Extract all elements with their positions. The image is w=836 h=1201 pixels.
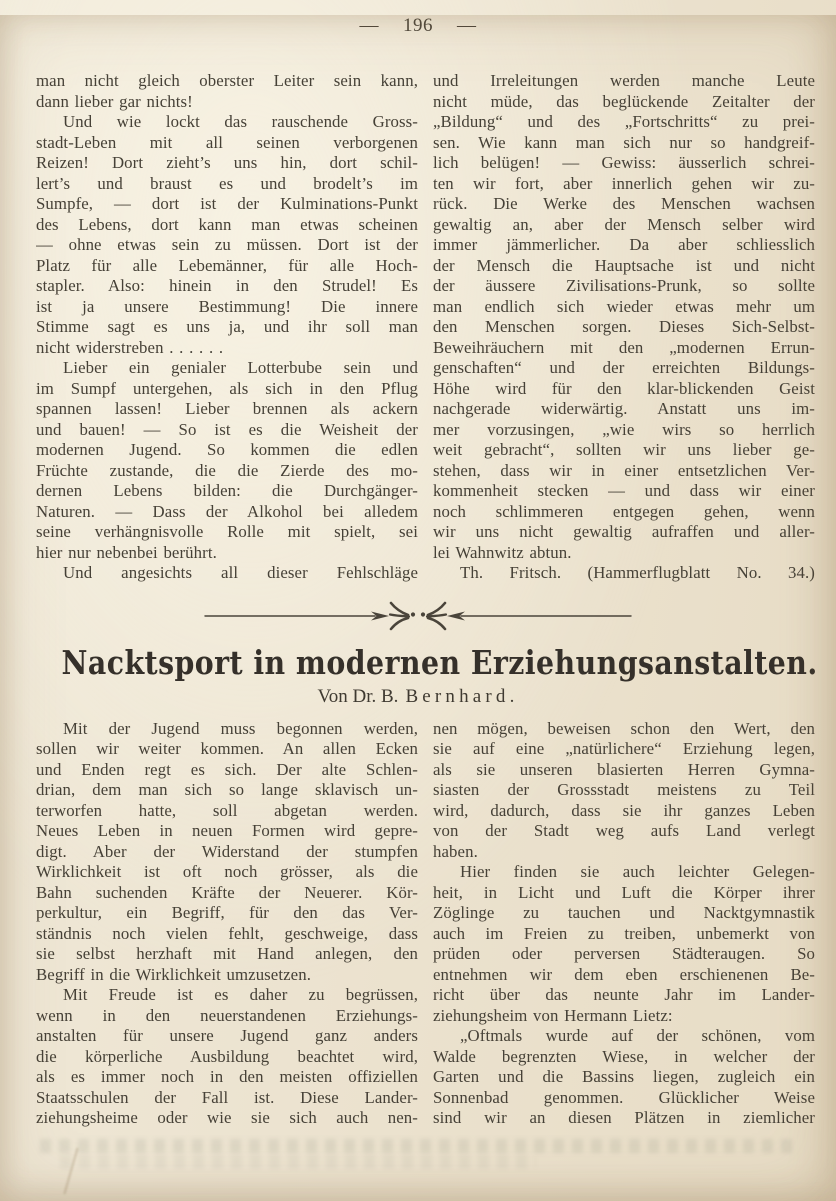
text-line: im Sumpf untergehen, als sich in den Pflug [36, 378, 418, 398]
text-line: Platz für alle Lebemänner, für alle Hoch- [36, 255, 418, 275]
text-line: Begriff in die Wirklichkeit umzusetzen. [36, 964, 312, 984]
paragraph [433, 862, 815, 1026]
text-line: Zöglinge zu tauchen und Nacktgymnastik [433, 903, 815, 922]
text-line: Reizen! Dort zieht’s uns hin, dort schil- [36, 153, 418, 172]
top-article [0, 71, 836, 584]
page-number-dash-left: — [359, 15, 379, 36]
text-line: Neues Leben in neuen Formen wird gepre- [36, 821, 418, 840]
text-line: wir uns nicht gewaltig aufraffen und aller- [433, 522, 815, 541]
text-line: ziehungsheime oder wie sie sich auch nen- [36, 1108, 418, 1127]
paragraph [36, 112, 418, 358]
text-line: lert’s und braust es und brodelt’s im [36, 173, 418, 193]
text-line: hier nur nebenbei berührt. [36, 542, 217, 562]
text-line: spannen lassen! Lieber brennen als ackern [36, 399, 418, 418]
page-number [0, 15, 836, 37]
text-line: der Mensch die Hauptsache ist und nicht [433, 255, 815, 275]
text-line: von der Stadt weg aufs Land verlegt [433, 821, 815, 840]
text-line: Stimme sagt es uns ja, und ihr soll man [36, 317, 418, 336]
text-line: sie selbst herzhaft mit Hand anlegen, den [36, 944, 418, 963]
text-line: Wirklichkeit ist oft noch grösser, als die [36, 862, 418, 881]
text-line: als es immer noch in den meisten offiziellen [36, 1067, 418, 1086]
text-line: nicht müde, das beglückende Zeitalter der [433, 91, 815, 111]
text-line: anstalten für unsere Jugend ganz anders [36, 1026, 418, 1045]
byline-author-name: Bernhard. [405, 685, 519, 707]
text-line: nicht widerstreben . . . . . . [36, 337, 224, 357]
text-line: ten wir fort, aber innerlich gehen wir zu- [433, 173, 815, 193]
text-line: und bauen! — So ist es die Weisheit der [36, 419, 418, 439]
text-line: stapler. Also: hinein in den Strudel! Es [36, 276, 418, 295]
text-line: Staatsschulen der Fall ist. Diese Lander- [36, 1087, 418, 1107]
text-line: des Lebens, dort kann man etwas scheinen [36, 214, 418, 234]
text-line: digt. Aber der Widerstand der stumpfen [36, 841, 418, 861]
text-line: immer jämmerlicher. Da aber schliesslich [433, 235, 815, 254]
text-line: perkultur, ein Begriff, für den das Ver- [36, 903, 418, 922]
paragraph [36, 71, 418, 112]
text-line: wird, dadurch, dass sie ihr ganzes Leben [433, 800, 815, 820]
divider-ornament-icon [203, 601, 633, 631]
article-body [0, 719, 836, 1129]
text-line: mer vorzusingen, „wie wirs so herrlich [433, 419, 815, 439]
text-line: noch schlimmeren entgegen gehen, wenn [433, 501, 815, 521]
text-line: auch im Freien zu treiben, unbemerkt von [433, 923, 815, 943]
byline-prefix: Von Dr. B. [317, 685, 399, 707]
text-line: sind wir an diesen Plätzen in ziemlicher [433, 1108, 815, 1127]
page-number-value: 196 [403, 15, 433, 36]
text-line: man endlich sich wieder etwas mehr um [433, 296, 815, 316]
text-line: gewaltig an, aber der Mensch selber wird [433, 214, 815, 234]
text-line: und Enden regt es sich. Der alte Schlen- [36, 759, 418, 779]
text-line: ziehungsheim von Hermann Lietz: [433, 1005, 673, 1025]
text-line: sen. Wie kann man sich nur so handgreif- [433, 132, 815, 152]
text-line: Und angesichts all dieser Fehlschläge [63, 563, 418, 582]
paragraph [36, 985, 418, 1129]
top-right-column [433, 71, 815, 584]
text-line: lei Wahnwitz abtun. [433, 542, 572, 562]
text-line: richt über das neunte Jahr im Lander- [433, 985, 815, 1004]
text-line: heit, in Licht und Luft die Körper ihrer [433, 882, 815, 902]
article-title [0, 643, 836, 682]
text-line: Bahn suchenden Kräfte der Neuerer. Kör- [36, 882, 418, 902]
text-line: Hier finden sie auch leichter Gelegen- [460, 862, 815, 881]
body-left-column [36, 719, 418, 1129]
text-line: sie auf eine „natürlichere“ Erziehung legen, [433, 739, 815, 758]
text-line: dernen Lebens bilden: die Durchgänger- [36, 481, 418, 500]
body-right-column [433, 719, 815, 1129]
text-line: Naturen. — Dass der Alkohol bei alledem [36, 501, 418, 521]
page-number-dash-right: — [457, 15, 477, 36]
text-line: entnehmen wir dem eben erschienenen Be- [433, 964, 815, 984]
text-line: drian, dem man sich so lange sklavisch un- [36, 780, 418, 799]
text-line: siasten der Grossstadt meistens zu Teil [433, 780, 815, 799]
text-line: prüden oder perversen Städteraugen. So [433, 944, 815, 963]
text-line: Mit Freude ist es daher zu begrüssen, [63, 985, 418, 1004]
paragraph [36, 358, 418, 563]
text-line: — ohne etwas sein zu müssen. Dort ist der [36, 235, 418, 254]
crease-artifact [63, 1148, 78, 1195]
top-left-column [36, 71, 418, 584]
text-line: Sumpfe, — dort ist der Kulminations-Punkt [36, 194, 418, 213]
paragraph [433, 1026, 815, 1129]
text-line: nachgerade widerwärtig. Anstatt uns im- [433, 399, 815, 418]
text-line: stadt-Leben mit all seinen verborgenen [36, 132, 418, 152]
paragraph [36, 719, 418, 986]
text-line: Sonnenbad genommen. Glücklicher Weise [433, 1087, 815, 1107]
text-line: ständnis noch vielen fehlt, geschweige, dass [36, 923, 418, 943]
text-line: terworfen hatte, soll abgetan werden. [36, 800, 418, 820]
text-line: modernen Jugend. So kommen die edlen [36, 440, 418, 459]
bleedthrough-artifact [40, 1139, 800, 1153]
text-line: „Oftmals wurde auf der schönen, vom [460, 1026, 815, 1045]
text-line: weit gebracht“, sollten wir uns lieber ge- [433, 440, 815, 459]
text-line: die körperliche Ausbildung beachtet wird, [36, 1046, 418, 1066]
paragraph [433, 71, 815, 563]
text-line: genschaften“ und der erreichten Bildungs- [433, 358, 815, 377]
text-line: sollen wir weiter kommen. An allen Ecken [36, 739, 418, 758]
text-line: man nicht gleich oberster Leiter sein kann, [36, 71, 418, 90]
paragraph [433, 719, 815, 863]
text-line: Walde begrenzten Wiese, in welcher der [433, 1046, 815, 1066]
text-line: haben. [433, 841, 478, 861]
text-line: lich belügen! — Gewiss: äusserlich schrei- [433, 153, 815, 172]
article-byline [0, 686, 836, 708]
text-line: als sie unseren blasierten Herren Gymna- [433, 759, 815, 779]
paragraph [433, 563, 815, 584]
text-line: Beweihräuchern mit den „modernen Errun- [433, 337, 815, 357]
article-title-text: Nacktsport in modernen Erziehungsanstalten. [61, 642, 818, 682]
text-line: Garten und die Bassins liegen, zugleich ein [433, 1067, 815, 1086]
text-line: nen mögen, beweisen schon den Wert, den [433, 718, 815, 738]
paragraph [36, 563, 418, 584]
text-line: Höhe wird für den klar-blickenden Geist [433, 378, 815, 398]
text-line: seine verhängnisvolle Rolle mit spielt, sei [36, 522, 418, 541]
text-line: und Irreleitungen werden manche Leute [433, 71, 815, 90]
bleedthrough-artifact [60, 1155, 536, 1169]
text-line: stehen, dass wir in einer entsetzlichen Ver- [433, 460, 815, 480]
text-line: Th. Fritsch. (Hammerflugblatt No. 34.) [460, 563, 815, 582]
text-line: der äussere Zivilisations-Prunk, so sollte [433, 276, 815, 295]
text-line: dann lieber gar nichts! [36, 91, 193, 111]
text-line: Mit der Jugend muss begonnen werden, [63, 718, 418, 738]
text-line: Lieber ein genialer Lotterbube sein und [63, 358, 418, 377]
text-line: ist ja unsere Bestimmung! Die innere [36, 296, 418, 316]
scanned-journal-page [0, 15, 836, 1201]
text-line: Und wie lockt das rauschende Gross- [63, 112, 418, 131]
text-line: Früchte zustande, die die Zierde des mo- [36, 460, 418, 480]
section-divider [203, 601, 633, 631]
text-line: „Bildung“ und des „Fortschritts“ zu prei- [433, 112, 815, 131]
text-line: rück. Die Werke des Menschen wachsen [433, 194, 815, 213]
text-line: kommenheit stecken — und dass wir einer [433, 481, 815, 500]
text-line: den Menschen sorgen. Dieses Sich-Selbst- [433, 317, 815, 336]
text-line: wenn in den neuerstandenen Erziehungs- [36, 1005, 418, 1025]
